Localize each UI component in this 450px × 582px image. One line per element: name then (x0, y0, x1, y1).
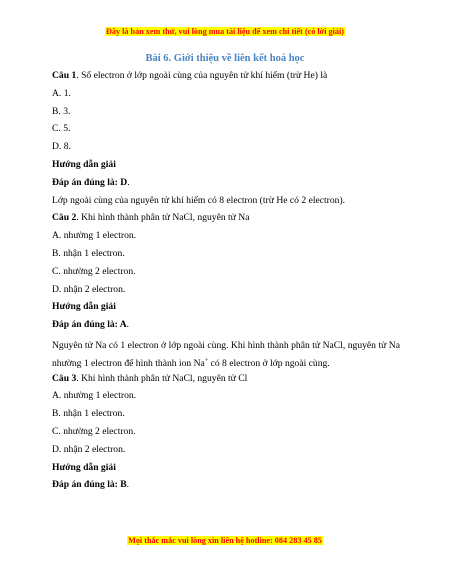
q3-option-a: A. nhường 1 electron. (52, 390, 137, 402)
q1-answer-value: D (120, 176, 128, 188)
q1-option-d: D. 8. (52, 141, 71, 153)
q3-answer (52, 479, 400, 497)
question-2 (52, 212, 400, 230)
question-3 (52, 373, 400, 391)
q2-guide-heading: Hướng dẫn giải (52, 301, 116, 313)
preview-banner-text: Đây là bản xem thử, vui lòng mua tài liệu để xem chi tiết (có lời giải) (105, 27, 344, 36)
question-1 (52, 70, 400, 88)
q2-option-b: B. nhận 1 electron. (52, 247, 125, 259)
q2-option-d: D. nhận 2 electron. (52, 283, 126, 295)
q2-explanation (52, 337, 400, 373)
q2-explanation-after: có 8 electron ở lớp ngoài cùng. (208, 357, 330, 369)
q1-explanation: Lớp ngoài cùng của nguyên tử khí hiếm có 8 electron (trừ He có 2 electron). (52, 194, 346, 206)
q3-option-c: C. nhường 2 electron. (52, 425, 136, 437)
preview-banner (0, 27, 450, 36)
q1-guide-heading: Hướng dẫn giải (52, 158, 116, 170)
question-1-label: Câu 1 (52, 70, 77, 81)
q2-answer-value: A (119, 319, 127, 331)
lesson-title: Bài 6. Giới thiệu về liên kết hoá học (145, 53, 305, 64)
q1-option-a: A. 1. (52, 87, 71, 99)
q1-option-b: B. 3. (52, 105, 71, 117)
q2-explanation-before: Nguyên tử Na có 1 electron ở lớp ngoài cùng. Khi hình thành phân tử NaCl, nguyên tử Na nhường 1 electron để hình thành ion Na (52, 339, 400, 369)
q2-option-c: C. nhường 2 electron. (52, 265, 136, 277)
hotline-banner-text: Mọi thắc mắc vui lòng xin liên hệ hotline: 084 283 45 85 (128, 536, 322, 545)
q1-answer (52, 177, 400, 195)
q2-answer-end: . (126, 319, 130, 331)
q3-answer-end: . (126, 479, 130, 491)
q3-answer-label: Đáp án đúng là: (52, 479, 121, 491)
q3-answer-value: B (120, 479, 127, 491)
q3-option-b: B. nhận 1 electron. (52, 408, 125, 420)
q2-answer (52, 319, 400, 337)
q2-superscript: + (204, 357, 209, 364)
q3-option-d: D. nhận 2 electron. (52, 443, 126, 455)
question-1-text: . Số electron ở lớp ngoài cùng của nguyên tử khí hiếm (trừ He) là (76, 70, 328, 81)
q3-guide-heading: Hướng dẫn giải (52, 461, 116, 473)
question-3-text: . Khi hình thành phân tử NaCl, nguyên tử Cl (76, 372, 248, 384)
q2-option-a: A. nhường 1 electron. (52, 230, 137, 242)
q2-answer-label: Đáp án đúng là: (52, 319, 120, 331)
q1-answer-label: Đáp án đúng là: (52, 176, 121, 188)
question-3-label: Câu 3 (52, 372, 77, 384)
hotline-banner (0, 536, 450, 545)
q1-answer-end: . (127, 176, 130, 188)
q1-option-c: C. 5. (52, 123, 71, 135)
document-body (52, 70, 400, 497)
question-2-text: . Khi hình thành phân tử NaCl, nguyên tử Na (76, 212, 250, 224)
question-2-label: Câu 2 (52, 212, 77, 224)
